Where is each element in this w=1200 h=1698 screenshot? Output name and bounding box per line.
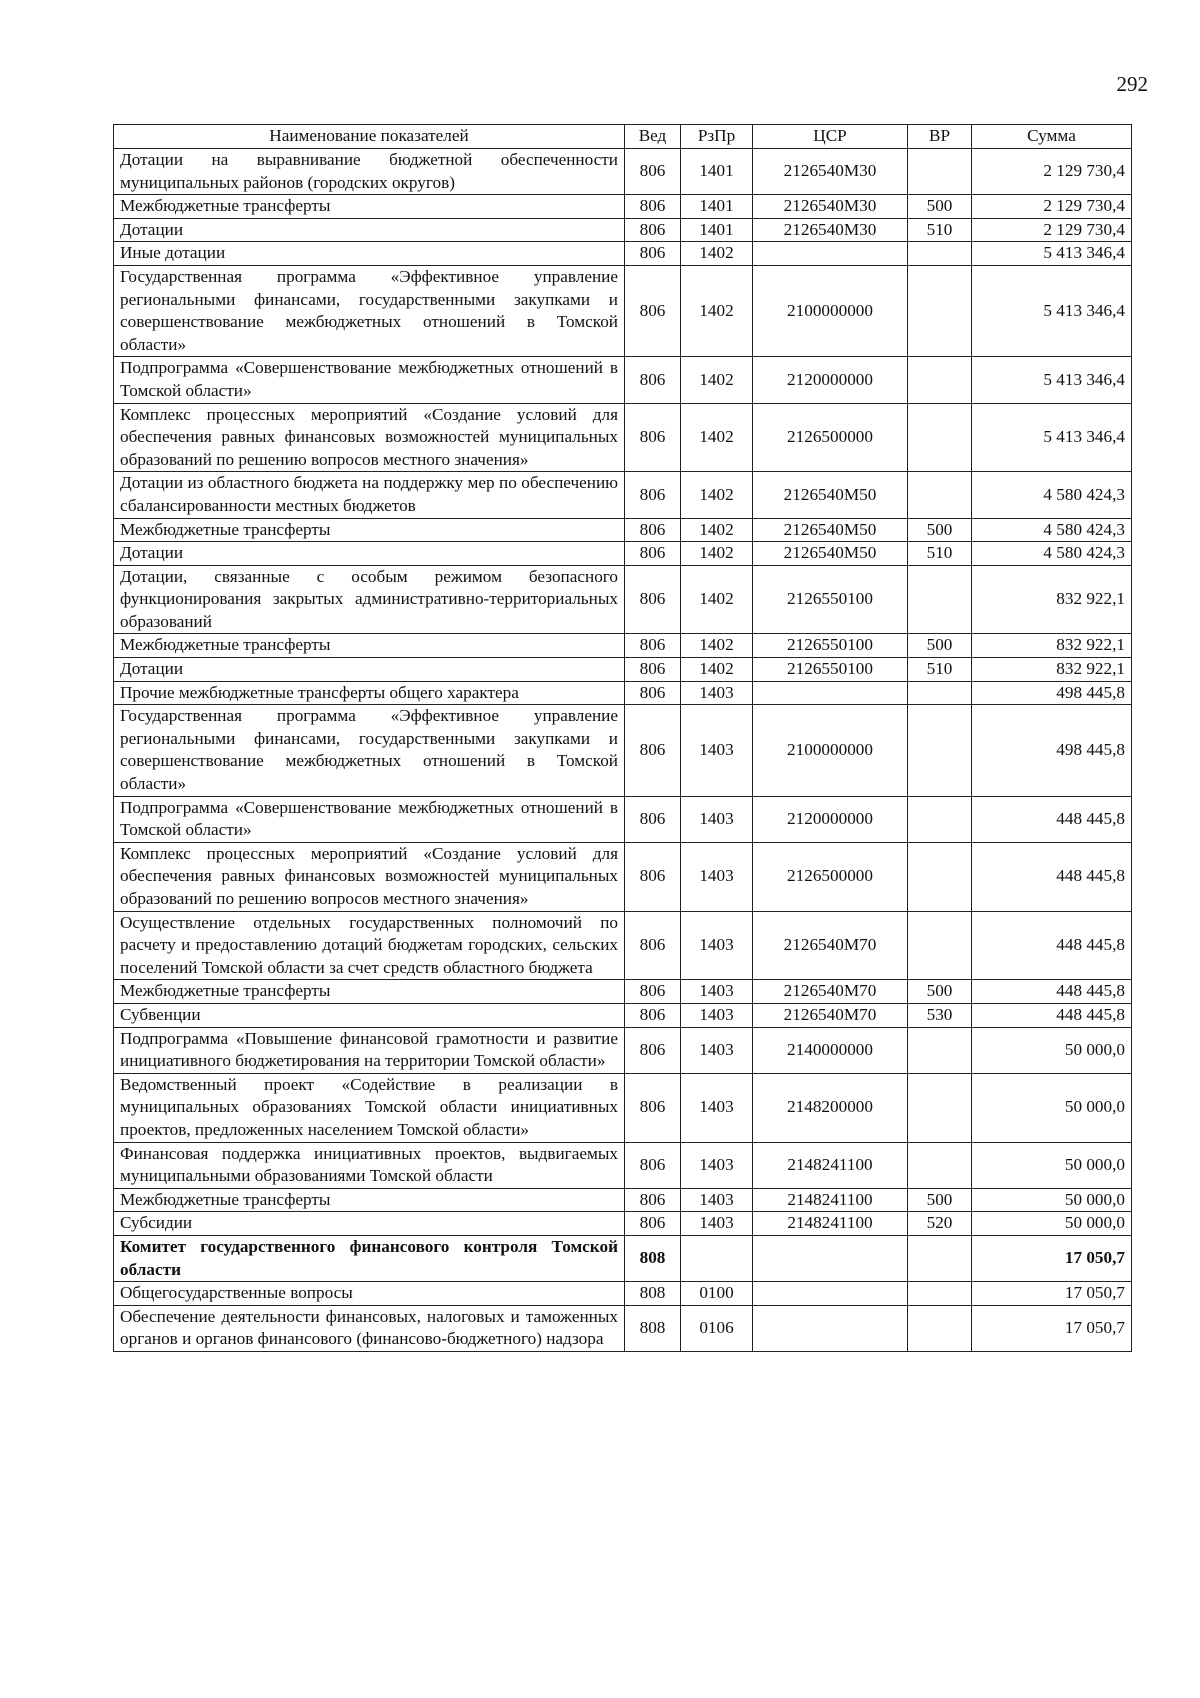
cell-vr: 510 xyxy=(908,218,972,242)
cell-ved: 806 xyxy=(625,149,681,195)
cell-csr: 2126550100 xyxy=(753,658,908,682)
cell-vr xyxy=(908,403,972,472)
table-row xyxy=(114,1188,1132,1212)
cell-name: Дотации, связанные с особым режимом безопасного функционирования закрытых административно-территориальных образований xyxy=(114,565,625,634)
cell-rzpr: 1403 xyxy=(681,1073,753,1142)
cell-csr: 2126550100 xyxy=(753,634,908,658)
cell-csr xyxy=(753,242,908,266)
cell-rzpr: 1402 xyxy=(681,658,753,682)
cell-vr xyxy=(908,1027,972,1073)
cell-ved: 806 xyxy=(625,195,681,219)
table-row xyxy=(114,149,1132,195)
table-row xyxy=(114,357,1132,403)
cell-sum: 832 922,1 xyxy=(972,565,1132,634)
cell-rzpr: 1402 xyxy=(681,565,753,634)
cell-rzpr: 1402 xyxy=(681,472,753,518)
cell-ved: 808 xyxy=(625,1235,681,1281)
header-name: Наименование показателей xyxy=(114,125,625,149)
cell-vr: 500 xyxy=(908,980,972,1004)
cell-name: Общегосударственные вопросы xyxy=(114,1282,625,1306)
cell-name: Иные дотации xyxy=(114,242,625,266)
cell-sum: 2 129 730,4 xyxy=(972,195,1132,219)
cell-sum: 448 445,8 xyxy=(972,842,1132,911)
table-row xyxy=(114,1282,1132,1306)
cell-name: Межбюджетные трансферты xyxy=(114,634,625,658)
cell-name: Осуществление отдельных государственных полномочий по расчету и предоставлению дотаций бюджетам городских, сельских поселений Томской области за счет средств областного бюджета xyxy=(114,911,625,980)
cell-rzpr: 0106 xyxy=(681,1305,753,1351)
table-header xyxy=(114,125,1132,149)
cell-csr: 2126540М50 xyxy=(753,472,908,518)
cell-sum: 448 445,8 xyxy=(972,911,1132,980)
budget-table xyxy=(113,124,1132,1352)
cell-name: Дотации xyxy=(114,542,625,566)
cell-rzpr: 1403 xyxy=(681,1003,753,1027)
table-row xyxy=(114,1142,1132,1188)
cell-name: Подпрограмма «Совершенствование межбюджетных отношений в Томской области» xyxy=(114,796,625,842)
cell-csr xyxy=(753,1305,908,1351)
cell-ved: 806 xyxy=(625,911,681,980)
cell-csr: 2126500000 xyxy=(753,403,908,472)
table-row xyxy=(114,1027,1132,1073)
cell-ved: 806 xyxy=(625,518,681,542)
cell-ved: 806 xyxy=(625,658,681,682)
table-row xyxy=(114,218,1132,242)
cell-csr: 2148241100 xyxy=(753,1212,908,1236)
cell-csr xyxy=(753,1282,908,1306)
cell-vr: 530 xyxy=(908,1003,972,1027)
cell-ved: 806 xyxy=(625,1003,681,1027)
cell-vr: 500 xyxy=(908,1188,972,1212)
cell-ved: 808 xyxy=(625,1305,681,1351)
cell-csr: 2126540М70 xyxy=(753,911,908,980)
cell-name: Государственная программа «Эффективное управление региональными финансами, государственными закупками и совершенствование межбюджетных отношений в Томской области» xyxy=(114,705,625,796)
cell-rzpr: 1402 xyxy=(681,265,753,356)
table-row xyxy=(114,1305,1132,1351)
cell-rzpr: 1401 xyxy=(681,195,753,219)
cell-sum: 832 922,1 xyxy=(972,658,1132,682)
cell-ved: 806 xyxy=(625,1188,681,1212)
cell-sum: 448 445,8 xyxy=(972,796,1132,842)
cell-ved: 806 xyxy=(625,1212,681,1236)
table-row xyxy=(114,265,1132,356)
cell-ved: 806 xyxy=(625,542,681,566)
cell-ved: 808 xyxy=(625,1282,681,1306)
cell-rzpr: 1401 xyxy=(681,149,753,195)
table-row xyxy=(114,403,1132,472)
table-row xyxy=(114,565,1132,634)
cell-sum: 50 000,0 xyxy=(972,1027,1132,1073)
cell-name: Межбюджетные трансферты xyxy=(114,1188,625,1212)
cell-csr: 2140000000 xyxy=(753,1027,908,1073)
cell-ved: 806 xyxy=(625,357,681,403)
cell-csr: 2120000000 xyxy=(753,357,908,403)
cell-sum: 50 000,0 xyxy=(972,1188,1132,1212)
cell-ved: 806 xyxy=(625,681,681,705)
cell-vr: 510 xyxy=(908,542,972,566)
cell-rzpr: 1403 xyxy=(681,842,753,911)
cell-ved: 806 xyxy=(625,1027,681,1073)
table-row xyxy=(114,634,1132,658)
header-rzpr: РзПр xyxy=(681,125,753,149)
cell-name: Дотации на выравнивание бюджетной обеспеченности муниципальных районов (городских округов) xyxy=(114,149,625,195)
cell-csr xyxy=(753,1235,908,1281)
cell-name: Комплекс процессных мероприятий «Создание условий для обеспечения равных финансовых возможностей муниципальных образований по решению вопросов местного значения» xyxy=(114,842,625,911)
cell-rzpr: 1403 xyxy=(681,681,753,705)
page-number: 292 xyxy=(1116,72,1148,96)
cell-vr xyxy=(908,1282,972,1306)
header-vr: ВР xyxy=(908,125,972,149)
cell-rzpr: 0100 xyxy=(681,1282,753,1306)
cell-vr xyxy=(908,1235,972,1281)
cell-rzpr: 1402 xyxy=(681,357,753,403)
cell-sum: 17 050,7 xyxy=(972,1305,1132,1351)
table-row xyxy=(114,658,1132,682)
cell-vr xyxy=(908,565,972,634)
cell-csr: 2126540М30 xyxy=(753,218,908,242)
cell-csr: 2148200000 xyxy=(753,1073,908,1142)
cell-vr xyxy=(908,796,972,842)
cell-sum: 5 413 346,4 xyxy=(972,357,1132,403)
cell-ved: 806 xyxy=(625,842,681,911)
cell-vr: 500 xyxy=(908,634,972,658)
cell-sum: 17 050,7 xyxy=(972,1235,1132,1281)
cell-sum: 4 580 424,3 xyxy=(972,472,1132,518)
table-row xyxy=(114,1003,1132,1027)
cell-csr: 2126540М70 xyxy=(753,980,908,1004)
cell-ved: 806 xyxy=(625,242,681,266)
cell-csr: 2126550100 xyxy=(753,565,908,634)
cell-vr: 500 xyxy=(908,518,972,542)
cell-vr: 520 xyxy=(908,1212,972,1236)
cell-name: Дотации из областного бюджета на поддержку мер по обеспечению сбалансированности местных бюджетов xyxy=(114,472,625,518)
table-row xyxy=(114,1073,1132,1142)
header-sum: Сумма xyxy=(972,125,1132,149)
cell-ved: 806 xyxy=(625,403,681,472)
cell-name: Дотации xyxy=(114,218,625,242)
table-row xyxy=(114,242,1132,266)
cell-ved: 806 xyxy=(625,472,681,518)
cell-name: Дотации xyxy=(114,658,625,682)
header-csr: ЦСР xyxy=(753,125,908,149)
cell-csr: 2148241100 xyxy=(753,1188,908,1212)
table-row xyxy=(114,1235,1132,1281)
cell-csr xyxy=(753,681,908,705)
cell-sum: 50 000,0 xyxy=(972,1073,1132,1142)
cell-ved: 806 xyxy=(625,796,681,842)
cell-vr xyxy=(908,149,972,195)
header-ved: Вед xyxy=(625,125,681,149)
cell-sum: 2 129 730,4 xyxy=(972,218,1132,242)
cell-ved: 806 xyxy=(625,265,681,356)
cell-vr xyxy=(908,1142,972,1188)
cell-sum: 17 050,7 xyxy=(972,1282,1132,1306)
cell-name: Субвенции xyxy=(114,1003,625,1027)
cell-csr: 2126500000 xyxy=(753,842,908,911)
cell-sum: 832 922,1 xyxy=(972,634,1132,658)
cell-csr: 2126540М70 xyxy=(753,1003,908,1027)
cell-ved: 806 xyxy=(625,565,681,634)
table-row xyxy=(114,796,1132,842)
cell-ved: 806 xyxy=(625,634,681,658)
cell-name: Прочие межбюджетные трансферты общего характера xyxy=(114,681,625,705)
table-body xyxy=(114,149,1132,1352)
cell-vr xyxy=(908,1305,972,1351)
cell-name: Подпрограмма «Совершенствование межбюджетных отношений в Томской области» xyxy=(114,357,625,403)
table-row xyxy=(114,472,1132,518)
cell-csr: 2120000000 xyxy=(753,796,908,842)
cell-rzpr: 1403 xyxy=(681,705,753,796)
cell-rzpr: 1402 xyxy=(681,518,753,542)
table-row xyxy=(114,681,1132,705)
cell-vr xyxy=(908,681,972,705)
cell-name: Обеспечение деятельности финансовых, налоговых и таможенных органов и органов финансового (финансово-бюджетного) надзора xyxy=(114,1305,625,1351)
cell-csr: 2148241100 xyxy=(753,1142,908,1188)
header-row xyxy=(114,125,1132,149)
cell-rzpr: 1403 xyxy=(681,1188,753,1212)
cell-sum: 4 580 424,3 xyxy=(972,542,1132,566)
cell-sum: 50 000,0 xyxy=(972,1212,1132,1236)
cell-csr: 2126540М50 xyxy=(753,518,908,542)
cell-name: Государственная программа «Эффективное управление региональными финансами, государственными закупками и совершенствование межбюджетных отношений в Томской области» xyxy=(114,265,625,356)
cell-rzpr: 1403 xyxy=(681,1212,753,1236)
cell-vr xyxy=(908,1073,972,1142)
cell-rzpr: 1401 xyxy=(681,218,753,242)
table-row xyxy=(114,1212,1132,1236)
cell-rzpr: 1403 xyxy=(681,911,753,980)
cell-vr xyxy=(908,265,972,356)
cell-sum: 5 413 346,4 xyxy=(972,403,1132,472)
cell-sum: 498 445,8 xyxy=(972,705,1132,796)
cell-sum: 498 445,8 xyxy=(972,681,1132,705)
cell-vr xyxy=(908,242,972,266)
table-row xyxy=(114,518,1132,542)
cell-vr xyxy=(908,705,972,796)
table-row xyxy=(114,980,1132,1004)
cell-rzpr: 1403 xyxy=(681,980,753,1004)
cell-csr: 2100000000 xyxy=(753,265,908,356)
table-row xyxy=(114,705,1132,796)
cell-name: Субсидии xyxy=(114,1212,625,1236)
cell-rzpr: 1402 xyxy=(681,242,753,266)
cell-rzpr: 1402 xyxy=(681,403,753,472)
cell-sum: 448 445,8 xyxy=(972,980,1132,1004)
cell-rzpr: 1403 xyxy=(681,1027,753,1073)
cell-sum: 5 413 346,4 xyxy=(972,242,1132,266)
table-row xyxy=(114,911,1132,980)
cell-vr xyxy=(908,842,972,911)
cell-name: Подпрограмма «Повышение финансовой грамотности и развитие инициативного бюджетирования на территории Томской области» xyxy=(114,1027,625,1073)
cell-name: Межбюджетные трансферты xyxy=(114,195,625,219)
cell-sum: 2 129 730,4 xyxy=(972,149,1132,195)
cell-name: Межбюджетные трансферты xyxy=(114,518,625,542)
cell-rzpr: 1402 xyxy=(681,634,753,658)
cell-sum: 50 000,0 xyxy=(972,1142,1132,1188)
cell-csr: 2126540М30 xyxy=(753,149,908,195)
cell-sum: 448 445,8 xyxy=(972,1003,1132,1027)
cell-rzpr: 1403 xyxy=(681,796,753,842)
cell-ved: 806 xyxy=(625,705,681,796)
cell-vr xyxy=(908,911,972,980)
table-row xyxy=(114,842,1132,911)
cell-rzpr xyxy=(681,1235,753,1281)
cell-vr xyxy=(908,472,972,518)
cell-name: Финансовая поддержка инициативных проектов, выдвигаемых муниципальными образованиями Томской области xyxy=(114,1142,625,1188)
cell-ved: 806 xyxy=(625,1142,681,1188)
cell-name: Межбюджетные трансферты xyxy=(114,980,625,1004)
cell-name: Комитет государственного финансового контроля Томской области xyxy=(114,1235,625,1281)
cell-vr xyxy=(908,357,972,403)
cell-sum: 4 580 424,3 xyxy=(972,518,1132,542)
cell-csr: 2126540М30 xyxy=(753,195,908,219)
cell-sum: 5 413 346,4 xyxy=(972,265,1132,356)
cell-name: Комплекс процессных мероприятий «Создание условий для обеспечения равных финансовых возможностей муниципальных образований по решению вопросов местного значения» xyxy=(114,403,625,472)
cell-ved: 806 xyxy=(625,980,681,1004)
cell-rzpr: 1402 xyxy=(681,542,753,566)
cell-rzpr: 1403 xyxy=(681,1142,753,1188)
table-row xyxy=(114,195,1132,219)
table-row xyxy=(114,542,1132,566)
cell-csr: 2100000000 xyxy=(753,705,908,796)
cell-vr: 500 xyxy=(908,195,972,219)
cell-vr: 510 xyxy=(908,658,972,682)
cell-ved: 806 xyxy=(625,218,681,242)
cell-csr: 2126540М50 xyxy=(753,542,908,566)
cell-ved: 806 xyxy=(625,1073,681,1142)
cell-name: Ведомственный проект «Содействие в реализации в муниципальных образованиях Томской области инициативных проектов, предложенных населением Томской области» xyxy=(114,1073,625,1142)
